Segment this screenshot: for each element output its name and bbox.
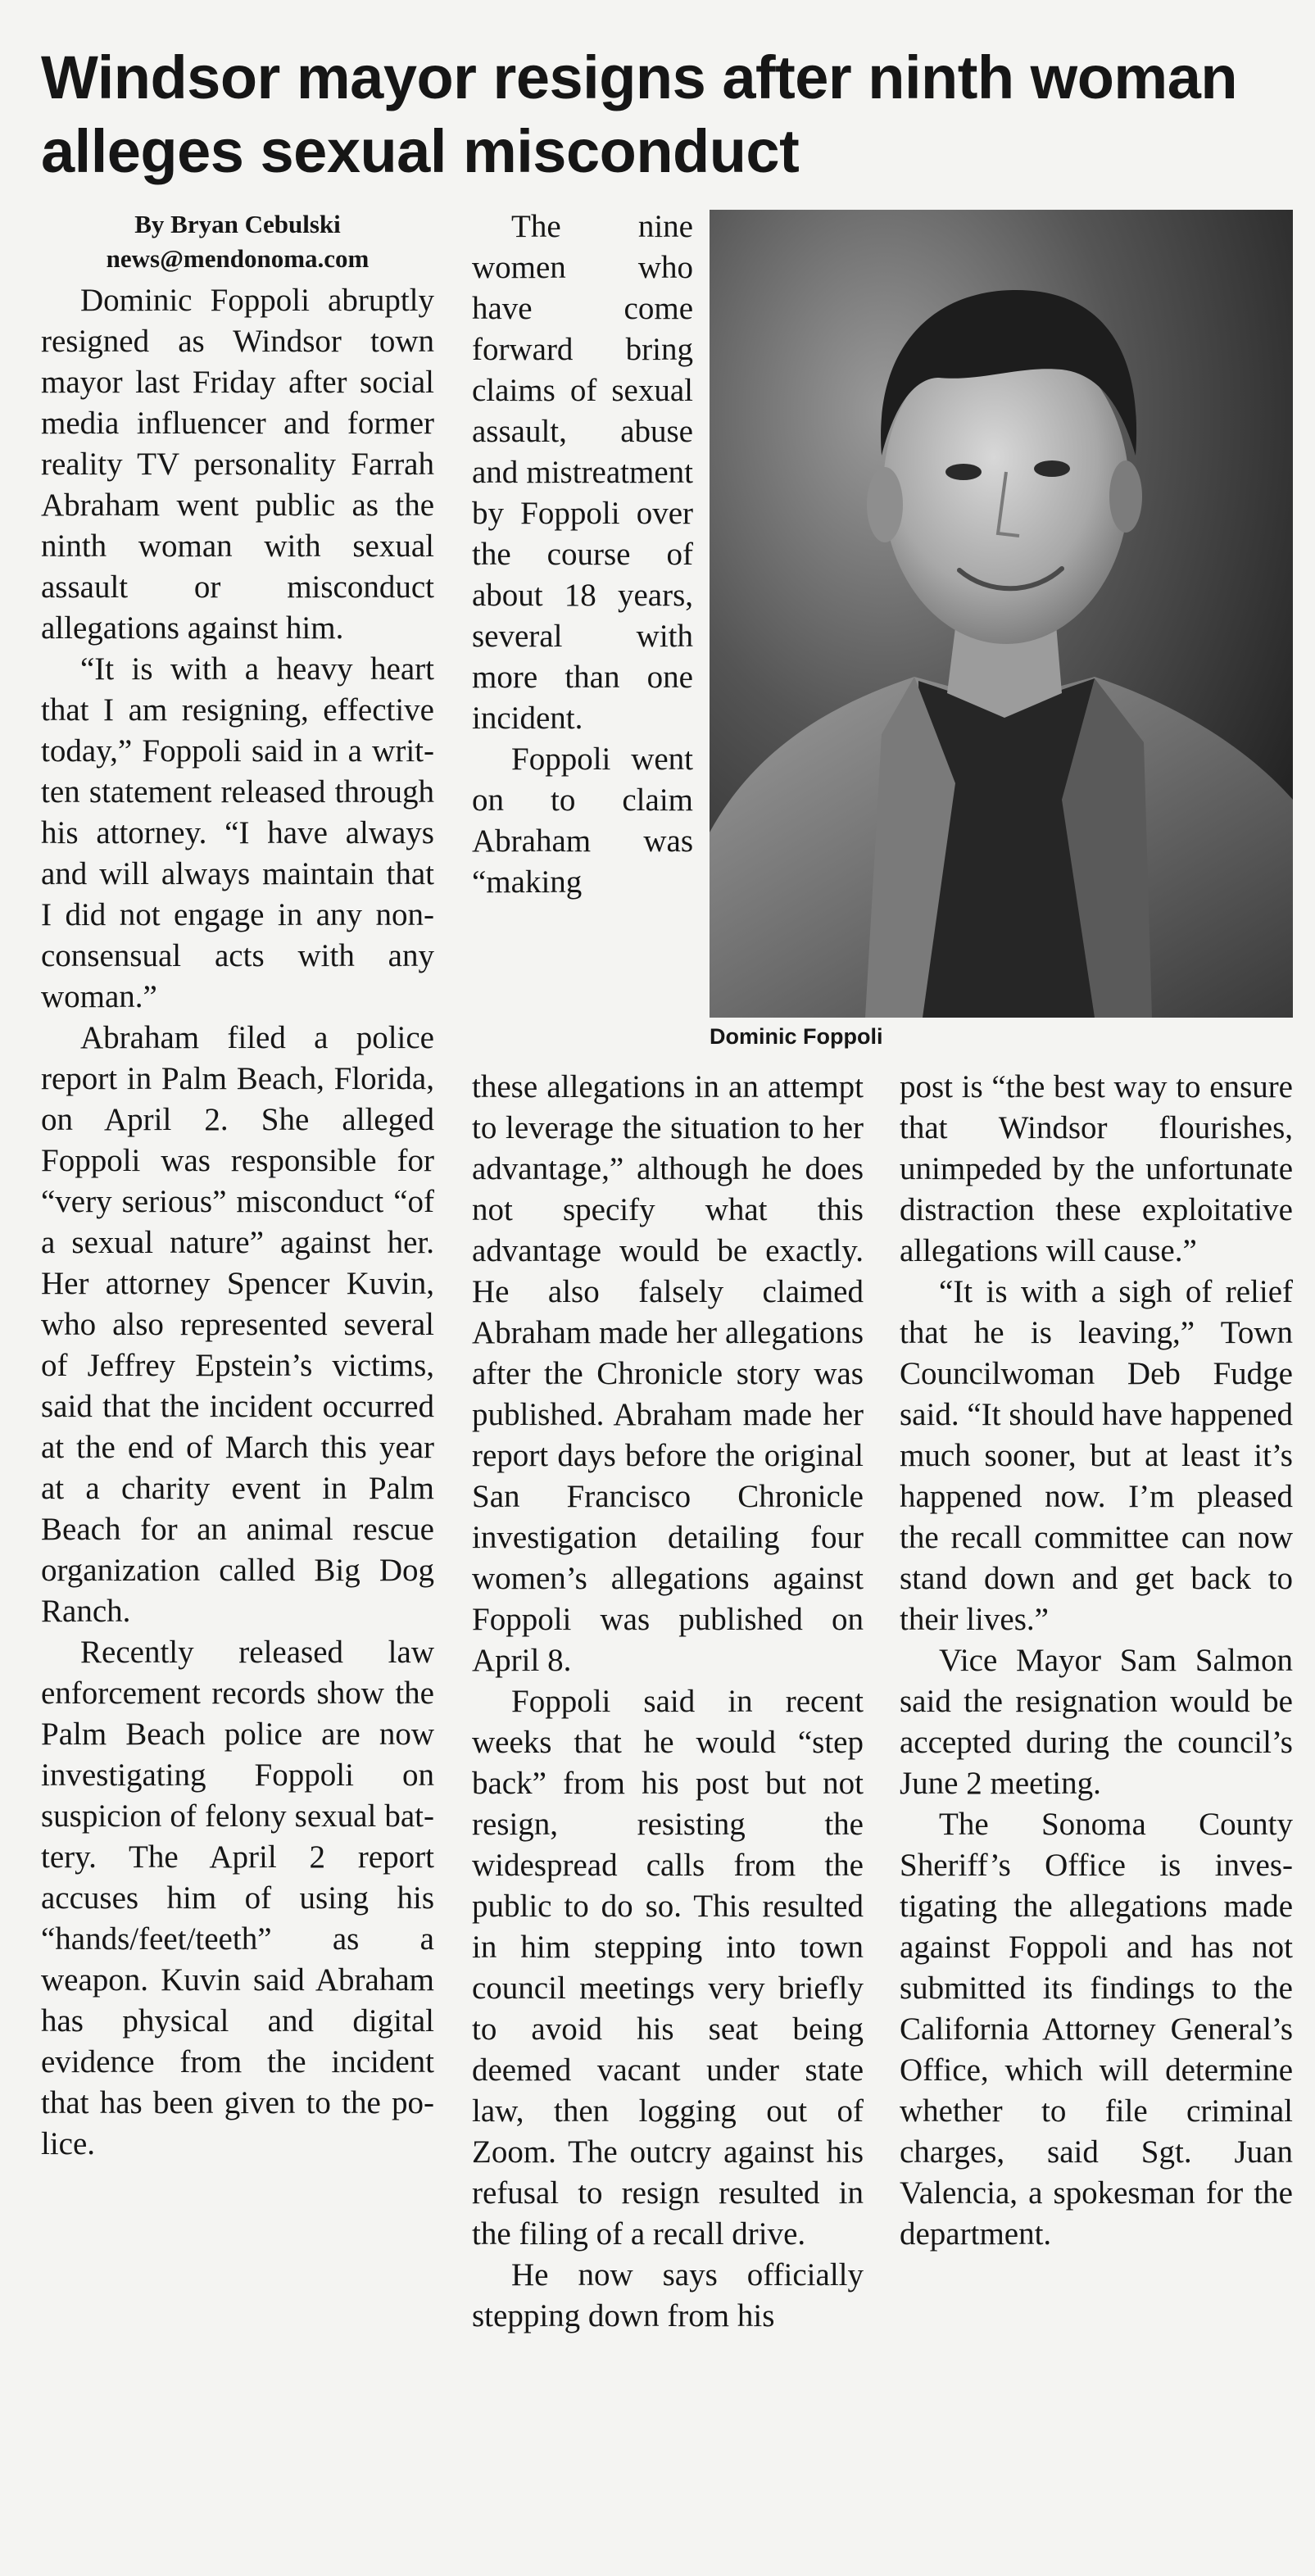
article-column-2-top [472, 206, 693, 903]
paragraph: He now says officially stepping down from his [472, 2257, 864, 2333]
article-headline: Windsor mayor resigns after ninth woman alleges sexual misconduct [41, 43, 1238, 185]
author-email: news@mendonoma.com [106, 244, 370, 273]
paragraph: post is “the best way to ensure that Windsor flourishes, unimpeded by the unfortunate distraction these exploitative allegations will cause.” [900, 1069, 1293, 1268]
article-column-1 [41, 206, 434, 2165]
paragraph: “It is with a sigh of relief that he is leaving,” Town Councilwoman Deb Fudge said. “It should have happened much sooner, but at least it’s happened now. I’m pleased the recall committee can now stand down and get back to their lives.” [900, 1274, 1293, 1637]
paragraph: these allegations in an attempt to leverage the situation to her advantage,” although he does not specify what this advantage would be exactly. He also falsely claimed Abraham made her allegations after the Chronicle story was published. Abraham made her report days before the original San Francisco Chronicle investigation detailing four women’s allegations against Foppoli was published on April 8. [472, 1069, 864, 1678]
paragraph: The Sonoma County Sheriff’s Office is investigating the allegations made against Foppoli and has not submitted its findings to the California Attorney General’s Office, which will determine whether to file criminal charges, said Sgt. Juan Valencia, a spokesman for the department. [900, 1807, 1293, 2252]
byline: By Bryan Cebulski [134, 210, 341, 238]
portrait-illustration [710, 210, 1293, 1018]
paragraph: Dominic Foppoli abruptly resigned as Windsor town mayor last Friday after social media influencer and former reality TV personality Farrah Abraham went public as the ninth woman with sexual assault or misconduct allegations against him. [41, 283, 434, 646]
photo-caption: Dominic Foppoli [710, 1024, 883, 1049]
paragraph: Foppoli went on to claim Abraham was “making [472, 742, 693, 900]
article-column-2-bottom [472, 1067, 864, 2337]
paragraph: “It is with a heavy heart that I am resigning, effective today,” Foppoli said in a written statement released through his attorney. “I have always and will always maintain that I did not engage in any non-consensual acts with any woman.” [41, 651, 434, 1014]
paragraph: The nine women who have come forward bring claims of sexual assault, abuse and mistreatment by Foppoli over the course of about 18 years, several with more than one incident. [472, 209, 693, 736]
mayor-portrait-photo [710, 210, 1293, 1018]
paragraph: Recently released law enforcement records show the Palm Beach police are now investigating Foppoli on suspicion of felony sexual battery. The April 2 report accuses him of using his “hands/feet/teeth” as a weapon. Kuvin said Abraham has physical and digital evidence from the incident that has been given to the police. [41, 1635, 434, 2161]
paragraph: Abraham filed a police report in Palm Beach, Florida, on April 2. She alleged Foppoli was responsible for “very serious” misconduct “of a sexual nature” against her. Her attorney Spencer Kuvin, who also represented several of Jeffrey Epstein’s victims, said that the incident occurred at the end of March this year at a charity event in Palm Beach for an animal rescue organization called Big Dog Ranch. [41, 1020, 434, 1629]
paragraph: Foppoli said in recent weeks that he would “step back” from his post but not resign, resisting the widespread calls from the public to do so. This resulted in him stepping into town council meetings very briefly to avoid his seat being deemed vacant under state law, then logging out of Zoom. The outcry against his refusal to resign resulted in the filing of a recall drive. [472, 1684, 864, 2252]
article-column-3 [900, 1067, 1293, 2255]
paragraph: Vice Mayor Sam Salmon said the resignation would be accepted during the council’s June 2 meeting. [900, 1643, 1293, 1801]
